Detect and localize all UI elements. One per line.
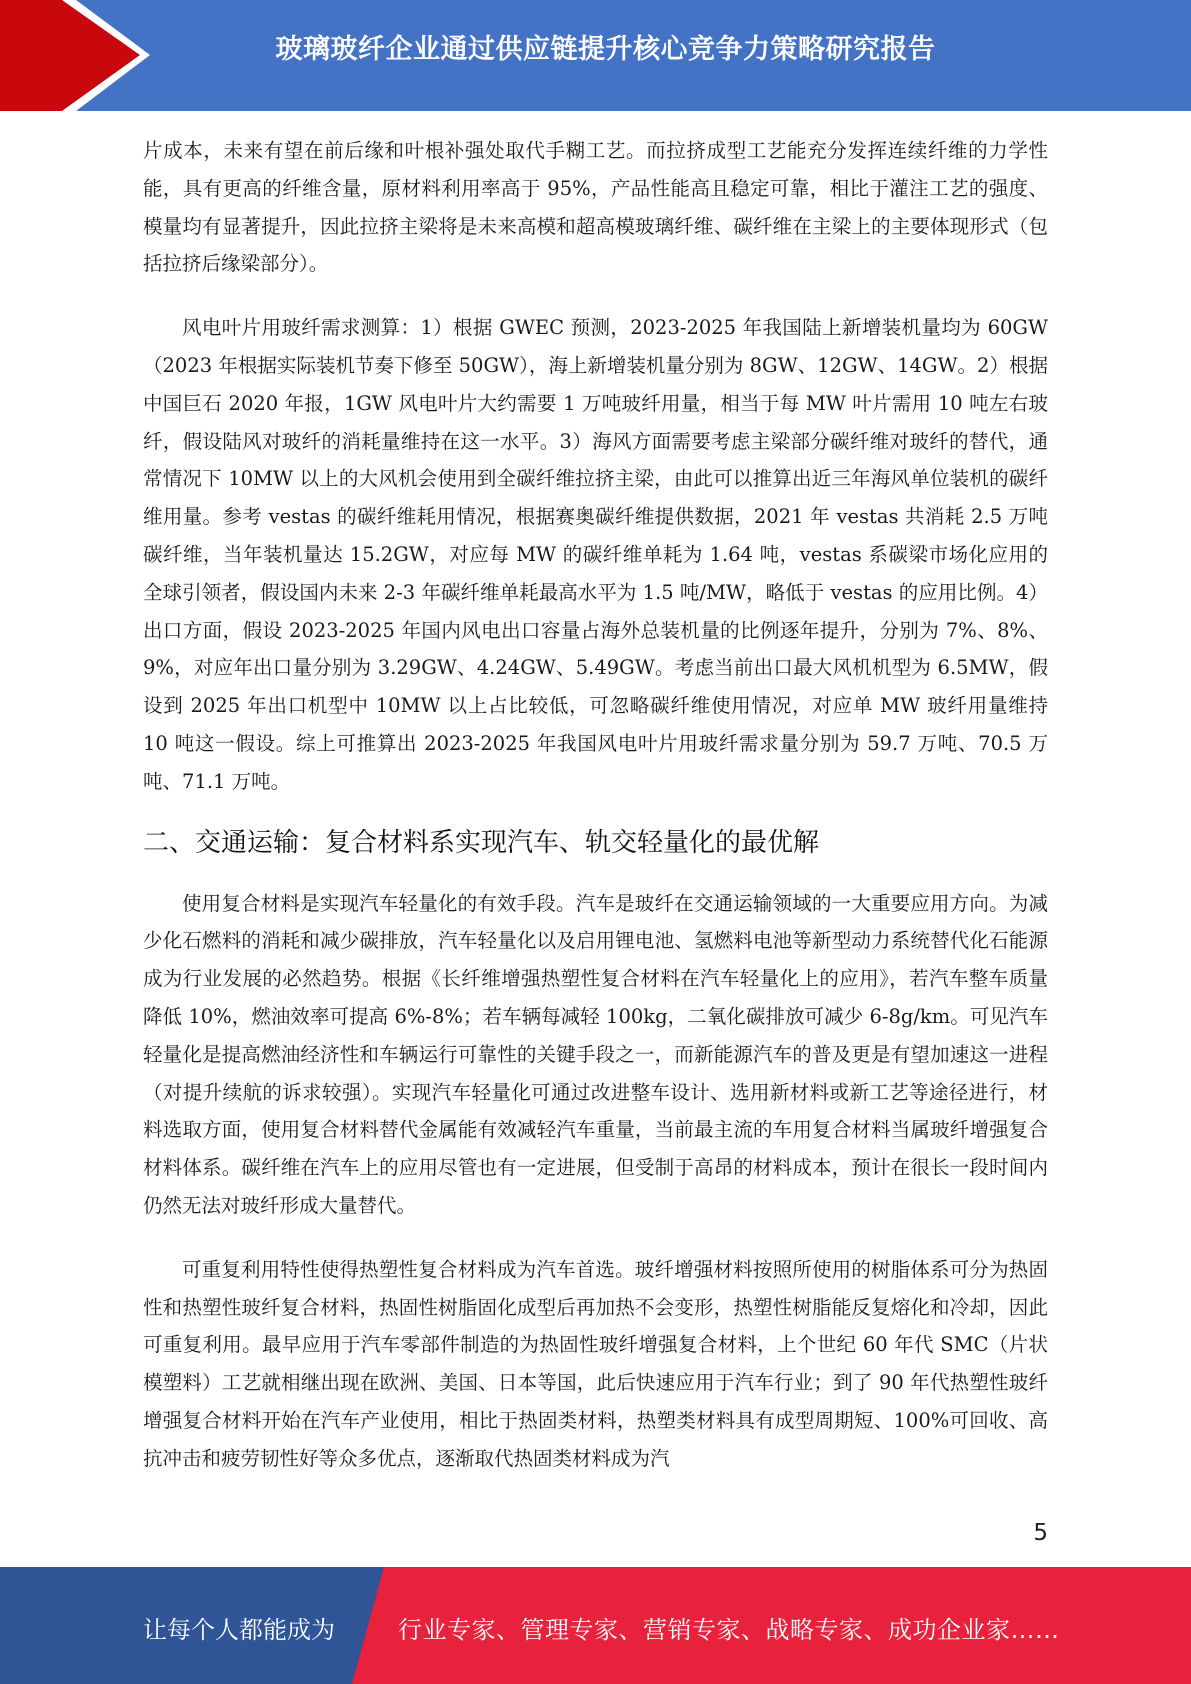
paragraph-lightweight: 使用复合材料是实现汽车轻量化的有效手段。汽车是玻纤在交通运输领域的一大重要应用方向。为减少化石燃料的消耗和减少碳排放，汽车轻量化以及启用锂电池、氢燃料电池等新型动力系统替代化石能源成为行业发展的必然趋势。根据《长纤维增强热塑性复合材料在汽车轻量化上的应用》，若汽车整车质量降低 10%，燃油效率可提高 6%-8%；若车辆每减轻 100kg，二氧化碳排放可减少 6-8g/km。可见汽车轻量化是提高燃油经济性和车辆运行可靠性的关键手段之一，而新能源汽车的普及更是有望加速这一进程（对提升续航的诉求较强）。实现汽车轻量化可通过改进整车设计、选用新材料或新工艺等途径进行，材料选取方面，使用复合材料替代金属能有效减轻汽车重量，当前最主流的车用复合材料当属玻纤增强复合材料体系。碳纤维在汽车上的应用尽管也有一定进展，但受制于高昂的材料成本，预计在很长一段时间内仍然无法对玻纤形成大量替代。 (143, 891, 1048, 1217)
footer-slogan-right: 行业专家、管理专家、营销专家、战略专家、成功企业家…… (398, 1616, 1060, 1644)
section-heading-transport: 二、交通运输：复合材料系实现汽车、轨交轻量化的最优解 (143, 827, 820, 858)
header-arrow-decoration (0, 0, 150, 111)
paragraph-wind-demand: 风电叶片用玻纤需求测算：1）根据 GWEC 预测，2023-2025 年我国陆上新增装机量均为 60GW（2023 年根据实际装机节奏下修至 50GW），海上新增装机量分别为 8GW、12GW、14GW。2）根据中国巨石 2020 年报，1GW 风电叶片大约需要 1 万吨玻纤用量，相当于每 MW 叶片需用 10 吨左右玻纤，假设陆风对玻纤的消耗量维持在这一水平。3）海风方面需要考虑主梁部分碳纤维对玻纤的替代，通常情况下 10MW 以上的大风机会使用到全碳纤维拉挤主梁，由此可以推算出近三年海风单位装机的碳纤维用量。参考 vestas 的碳纤维耗用情况，根据赛奥碳纤维提供数据，2021 年 vestas 共消耗 2.5 万吨碳纤维，当年装机量达 15.2GW，对应每 MW 的碳纤维单耗为 1.64 吨，vestas 系碳梁市场化应用的全球引领者，假设国内未来 2-3 年碳纤维单耗最高水平为 1.5 吨/MW，略低于 vestas 的应用比例。4）出口方面，假设 2023-2025 年国内风电出口容量占海外总装机量的比例逐年提升，分别为 7%、8%、9%，对应年出口量分别为 3.29GW、4.24GW、5.49GW。考虑当前出口最大风机机型为 6.5MW，假设到 2025 年出口机型中 10MW 以上占比较低，可忽略碳纤维使用情况，对应单 MW 玻纤用量维持 10 吨这一假设。综上可推算出 2023-2025 年我国风电叶片用玻纤需求量分别为 59.7 万吨、70.5 万吨、71.1 万吨。 (143, 316, 1048, 793)
page-header (0, 0, 1191, 111)
document-body (143, 132, 1048, 1504)
footer-slogan-left: 让每个人都能成为 (143, 1616, 335, 1644)
page-footer (0, 1567, 1191, 1684)
report-title: 玻璃玻纤企业通过供应链提升核心竞争力策略研究报告 (275, 34, 936, 65)
paragraph-thermoplastic: 可重复利用特性使得热塑性复合材料成为汽车首选。玻纤增强材料按照所使用的树脂体系可分为热固性和热塑性玻纤复合材料，热固性树脂固化成型后再加热不会变形，热塑性树脂能反复熔化和冷却，因此可重复利用。最早应用于汽车零部件制造的为热固性玻纤增强复合材料，上个世纪 60 年代 SMC（片状模塑料）工艺就相继出现在欧洲、美国、日本等国，此后快速应用于汽车行业；到了 90 年代热塑性玻纤增强复合材料开始在汽车产业使用，相比于热固类材料，热塑类材料具有成型周期短、100%可回收、高抗冲击和疲劳韧性好等众多优点，逐渐取代热固类材料成为汽 (143, 1257, 1048, 1470)
page-number: 5 (1033, 1520, 1048, 1546)
paragraph-pultrusion: 片成本，未来有望在前后缘和叶根补强处取代手糊工艺。而拉挤成型工艺能充分发挥连续纤维的力学性能，具有更高的纤维含量，原材料利用率高于 95%，产品性能高且稳定可靠，相比于灌注工艺的强度、模量均有显著提升，因此拉挤主梁将是未来高模和超高模玻璃纤维、碳纤维在主梁上的主要体现形式（包括拉挤后缘梁部分）。 (143, 139, 1048, 276)
